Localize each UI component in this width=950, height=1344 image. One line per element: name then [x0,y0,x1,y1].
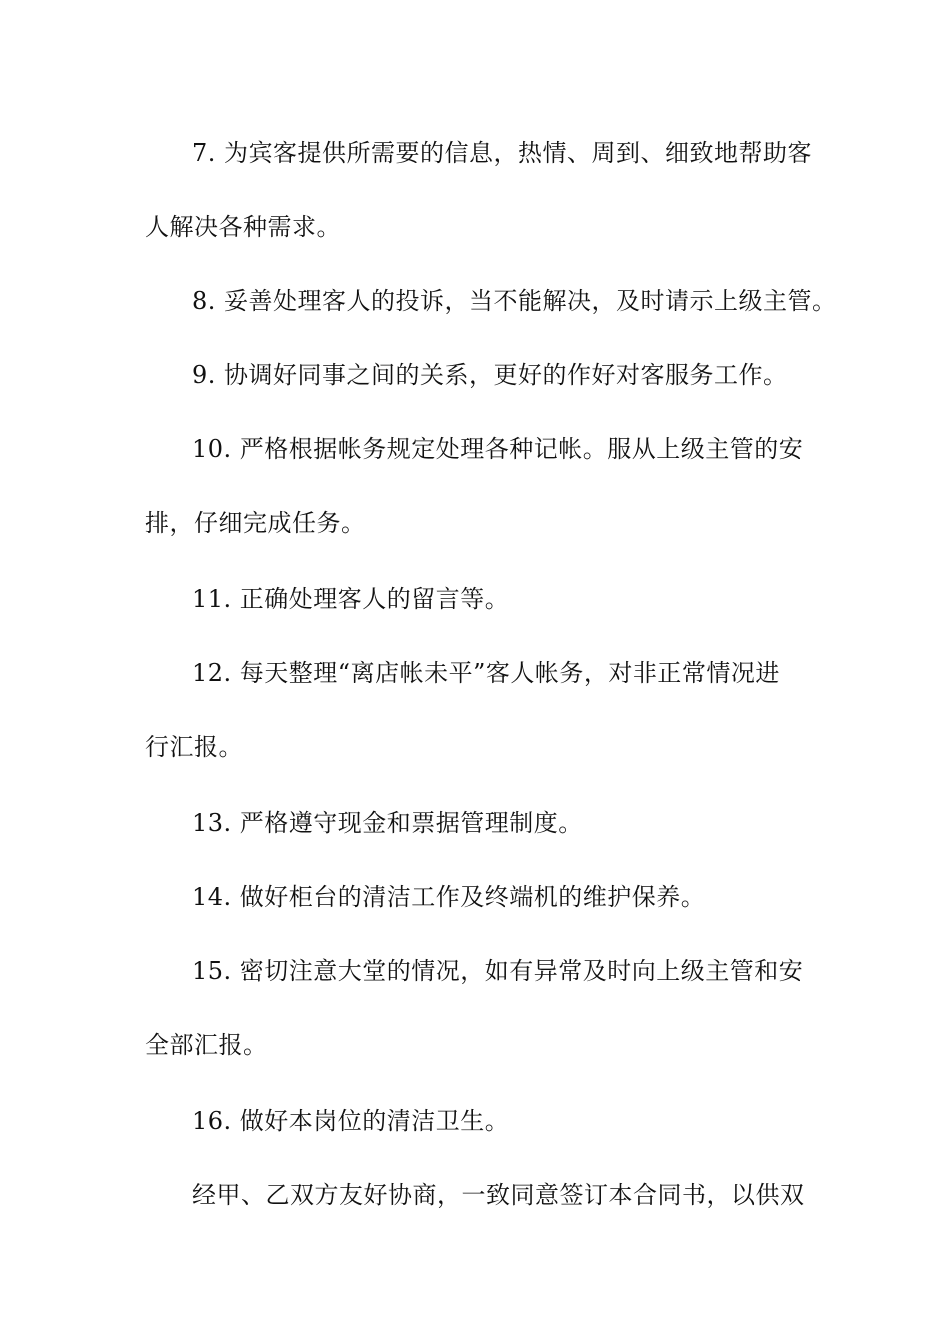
paragraph-line: 人解决各种需求。 [145,213,341,241]
paragraph-line: 全部汇报。 [145,1031,268,1059]
paragraph-line: 9. 协调好同事之间的关系，更好的作好对客服务工作。 [192,361,788,389]
paragraph-line: 8. 妥善处理客人的投诉，当不能解决，及时请示上级主管。 [192,287,837,315]
paragraph-line: 13. 严格遵守现金和票据管理制度。 [192,809,583,837]
paragraph-line: 12. 每天整理“离店帐未平”客人帐务，对非正常情况进 [192,659,780,687]
paragraph-line: 16. 做好本岗位的清洁卫生。 [192,1107,510,1135]
paragraph-line: 排，仔细完成任务。 [145,509,366,537]
paragraph-line: 10. 严格根据帐务规定处理各种记帐。服从上级主管的安 [192,435,804,463]
paragraph-line: 经甲、乙双方友好协商，一致同意签订本合同书，以供双 [192,1181,805,1209]
paragraph-line: 行汇报。 [145,733,243,761]
paragraph-line: 11. 正确处理客人的留言等。 [192,585,510,613]
paragraph-line: 15. 密切注意大堂的情况，如有异常及时向上级主管和安 [192,957,804,985]
paragraph-line: 7. 为宾客提供所需要的信息，热情、周到、细致地帮助客 [192,139,813,167]
paragraph-line: 14. 做好柜台的清洁工作及终端机的维护保养。 [192,883,706,911]
